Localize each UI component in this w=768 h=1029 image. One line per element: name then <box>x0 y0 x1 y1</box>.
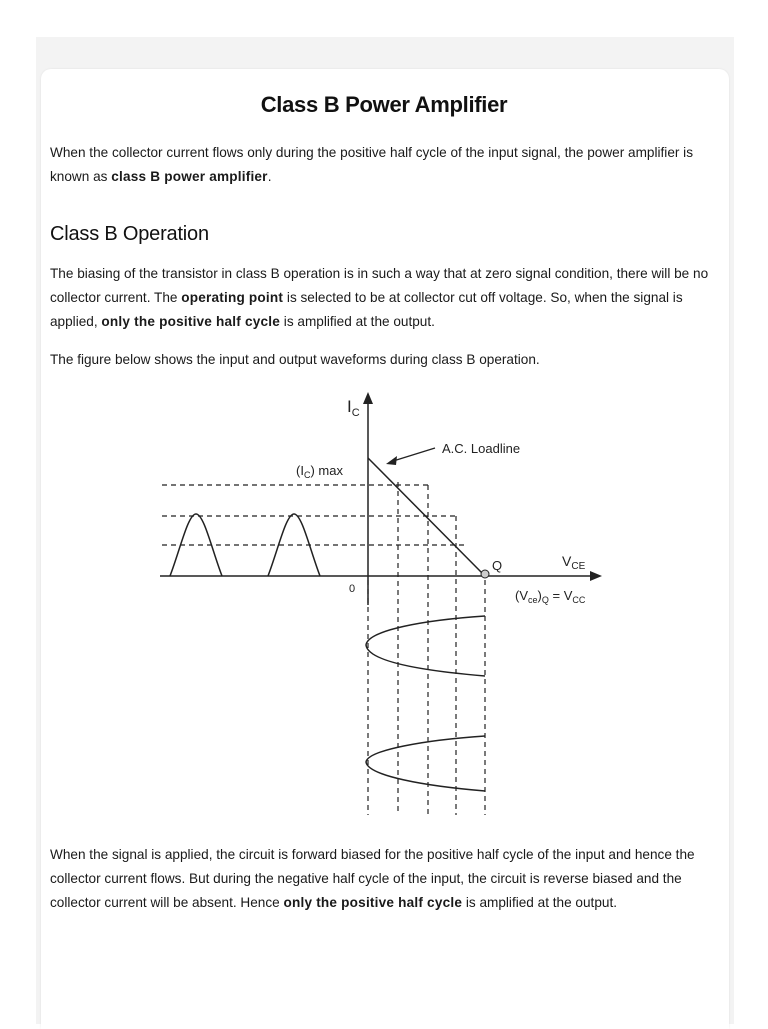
ac-loadline <box>368 458 485 576</box>
operation-text-3: is amplified at the output. <box>280 314 435 329</box>
output-wave-1 <box>366 616 485 676</box>
input-half-cycle-1 <box>170 514 222 576</box>
x-axis-arrow-icon <box>590 571 602 581</box>
origin-label: 0 <box>349 583 356 595</box>
conclusion-text-2: is amplified at the output. <box>462 895 618 910</box>
operating-point-bold: operating point <box>181 290 284 305</box>
conclusion-bold: only the positive half cycle <box>283 895 463 910</box>
section-heading: Class B Operation <box>50 223 209 245</box>
q-point <box>481 570 489 578</box>
operation-text-2: is selected to be at collector cut off voltage. So, when the signal is applied, <box>50 290 683 329</box>
conclusion-paragraph <box>50 843 710 915</box>
x-axis-label: $V_{CE}$ <box>562 553 586 572</box>
output-wave-2 <box>366 736 485 791</box>
intro-bold: class B power amplifier <box>111 169 268 184</box>
loadline-callout-arrow-icon <box>386 456 397 465</box>
class-b-waveform-figure <box>150 390 620 820</box>
loadline-callout-line <box>390 448 435 462</box>
ic-max-label: $(I_C)$ max <box>296 463 343 480</box>
loadline-label: A.C. Loadline <box>442 441 521 456</box>
conclusion-text-1: When the signal is applied, the circuit is forward biased for the positive half cycle of the input and hence the collector current flows. But during the negative half cycle of the input, the circuit is reverse biased and the collector current will be absent. Hence <box>50 847 695 910</box>
q-label: Q <box>492 558 503 573</box>
operation-text-1: The biasing of the transistor in class B operation is in such a way that at zero signal condition, there will be no collector current. The <box>50 266 709 305</box>
intro-text-end: . <box>267 169 272 184</box>
intro-text: When the collector current flows only during the positive half cycle of the input signal, the power amplifier is known as <box>50 145 694 184</box>
intro-paragraph <box>50 141 710 189</box>
operation-paragraph <box>50 262 710 334</box>
input-half-cycle-2 <box>268 514 320 576</box>
y-axis-label: $I_C$ <box>347 397 360 419</box>
page-title: Class B Power Amplifier <box>260 92 508 117</box>
figure-intro-paragraph: The figure below shows the input and output waveforms during class B operation. <box>50 352 540 367</box>
positive-half-cycle-bold: only the positive half cycle <box>101 314 281 329</box>
vce-q-label: $(V_{ce})_Q = V_{CC}$ <box>515 588 586 605</box>
y-axis-arrow-icon <box>363 392 373 404</box>
